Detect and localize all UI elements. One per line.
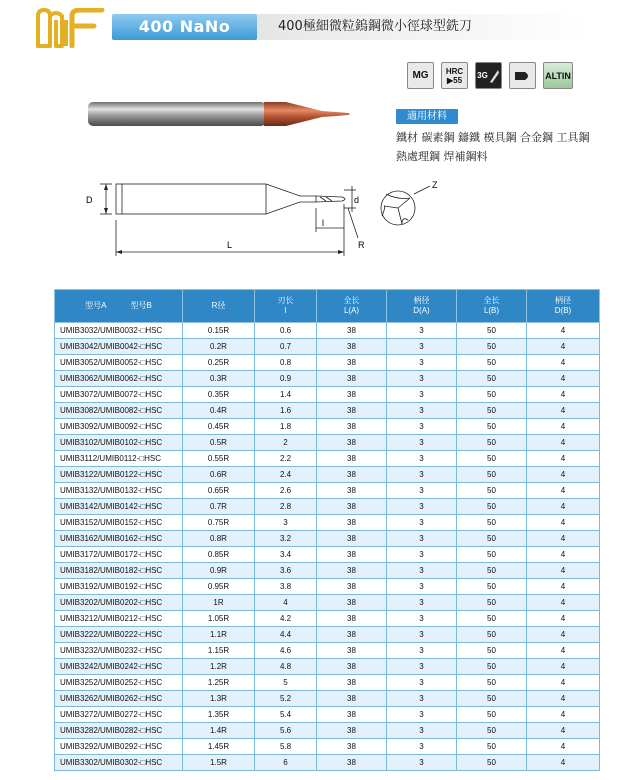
cell-blade-length: 1.4	[255, 387, 317, 403]
cell-length-b: 50	[457, 675, 527, 691]
table-row	[55, 387, 600, 403]
cell-r: 0.95R	[183, 579, 255, 595]
cell-r: 0.75R	[183, 515, 255, 531]
cell-model: UMIB3282/UMIB0282-□HSC	[55, 723, 183, 739]
cell-length-a: 38	[317, 563, 387, 579]
cell-model: UMIB3172/UMIB0172-□HSC	[55, 547, 183, 563]
cell-r: 1.3R	[183, 691, 255, 707]
cell-length-a: 38	[317, 659, 387, 675]
cell-model: UMIB3082/UMIB0082-□HSC	[55, 403, 183, 419]
cell-model: UMIB3102/UMIB0102-□HSC	[55, 435, 183, 451]
cell-length-a: 38	[317, 371, 387, 387]
table-row	[55, 563, 600, 579]
cell-model: UMIB3142/UMIB0142-□HSC	[55, 499, 183, 515]
cell-length-a: 38	[317, 435, 387, 451]
cell-shank-b: 4	[527, 387, 600, 403]
cell-model: UMIB3052/UMIB0052-□HSC	[55, 355, 183, 371]
cell-length-a: 38	[317, 675, 387, 691]
materials-tag: 適用材料	[396, 109, 458, 124]
cell-shank-b: 4	[527, 435, 600, 451]
cell-length-b: 50	[457, 595, 527, 611]
cell-model: UMIB3152/UMIB0152-□HSC	[55, 515, 183, 531]
table-row	[55, 483, 600, 499]
cell-r: 0.85R	[183, 547, 255, 563]
header-model-b: 型号B	[130, 301, 152, 310]
spec-table	[54, 289, 600, 771]
hrc-badge	[441, 62, 468, 89]
cell-shank-b: 4	[527, 579, 600, 595]
table-row	[55, 515, 600, 531]
header-len-b: 全长 L(B)	[457, 290, 527, 323]
cell-r: 0.3R	[183, 371, 255, 387]
cell-model: UMIB3232/UMIB0232-□HSC	[55, 643, 183, 659]
cell-length-b: 50	[457, 755, 527, 771]
brand-logo	[36, 8, 106, 48]
cell-blade-length: 3.6	[255, 563, 317, 579]
flute-icon	[488, 68, 500, 84]
cell-shank-a: 3	[387, 627, 457, 643]
cell-model: UMIB3212/UMIB0212-□HSC	[55, 611, 183, 627]
cell-model: UMIB3202/UMIB0202-□HSC	[55, 595, 183, 611]
cell-shank-a: 3	[387, 707, 457, 723]
cell-shank-a: 3	[387, 563, 457, 579]
technical-drawing	[80, 168, 440, 268]
cell-blade-length: 5.2	[255, 691, 317, 707]
cell-r: 1.35R	[183, 707, 255, 723]
cell-blade-length: 1.8	[255, 419, 317, 435]
cell-length-b: 50	[457, 563, 527, 579]
cell-shank-a: 3	[387, 611, 457, 627]
cell-length-b: 50	[457, 483, 527, 499]
cell-shank-a: 3	[387, 755, 457, 771]
series-name: 400 NaNo	[112, 14, 257, 40]
cell-shank-b: 4	[527, 547, 600, 563]
header-len-a: 全长 L(A)	[317, 290, 387, 323]
cell-blade-length: 6	[255, 755, 317, 771]
cell-length-a: 38	[317, 467, 387, 483]
cell-blade-length: 5.4	[255, 707, 317, 723]
header-model-a: 型号A	[85, 301, 107, 310]
table-row	[55, 691, 600, 707]
materials-line-1: 鐵材 碳素鋼 鑄鐵 模具鋼 合金鋼 工具鋼	[396, 131, 590, 144]
cell-length-b: 50	[457, 659, 527, 675]
cell-r: 0.9R	[183, 563, 255, 579]
cell-length-b: 50	[457, 515, 527, 531]
cell-blade-length: 0.9	[255, 371, 317, 387]
materials-line-2: 熱處理鋼 焊補鋼料	[396, 150, 488, 163]
cell-blade-length: 2.8	[255, 499, 317, 515]
cell-model: UMIB3112/UMIB0112-□HSC	[55, 451, 183, 467]
dim-Z: Z	[432, 180, 438, 190]
cell-r: 0.5R	[183, 435, 255, 451]
cell-shank-a: 3	[387, 739, 457, 755]
cell-shank-a: 3	[387, 659, 457, 675]
cell-shank-b: 4	[527, 323, 600, 339]
dim-D: D	[86, 195, 93, 205]
cell-length-a: 38	[317, 483, 387, 499]
cell-r: 1.15R	[183, 643, 255, 659]
table-row	[55, 675, 600, 691]
cell-r: 0.4R	[183, 403, 255, 419]
cell-blade-length: 2.4	[255, 467, 317, 483]
cell-length-b: 50	[457, 611, 527, 627]
table-row	[55, 547, 600, 563]
cell-shank-a: 3	[387, 419, 457, 435]
cell-length-b: 50	[457, 579, 527, 595]
cell-model: UMIB3302/UMIB0302-□HSC	[55, 755, 183, 771]
cell-shank-b: 4	[527, 627, 600, 643]
flutes-badge	[475, 62, 502, 89]
cell-length-b: 50	[457, 323, 527, 339]
cell-shank-b: 4	[527, 419, 600, 435]
header-blade: 刃长 l	[255, 290, 317, 323]
ball-end-icon	[509, 62, 536, 89]
cell-blade-length: 0.6	[255, 323, 317, 339]
altin-badge: ALTIN	[543, 62, 573, 89]
cell-blade-length: 2.2	[255, 451, 317, 467]
table-row	[55, 531, 600, 547]
cell-length-a: 38	[317, 707, 387, 723]
cell-length-a: 38	[317, 339, 387, 355]
cell-length-a: 38	[317, 531, 387, 547]
cell-shank-a: 3	[387, 675, 457, 691]
cell-length-b: 50	[457, 627, 527, 643]
cell-model: UMIB3042/UMIB0042-□HSC	[55, 339, 183, 355]
cell-length-b: 50	[457, 435, 527, 451]
cell-shank-b: 4	[527, 643, 600, 659]
cell-blade-length: 4.4	[255, 627, 317, 643]
cell-r: 0.8R	[183, 531, 255, 547]
cell-length-b: 50	[457, 531, 527, 547]
table-row	[55, 755, 600, 771]
cell-shank-b: 4	[527, 371, 600, 387]
tool-photo	[86, 96, 356, 136]
dim-L: L	[227, 240, 233, 250]
cell-length-b: 50	[457, 339, 527, 355]
cell-length-a: 38	[317, 691, 387, 707]
table-row	[55, 739, 600, 755]
cell-shank-b: 4	[527, 499, 600, 515]
cell-blade-length: 0.8	[255, 355, 317, 371]
cell-length-b: 50	[457, 723, 527, 739]
table-row	[55, 499, 600, 515]
mg-badge: MG	[407, 62, 434, 89]
header-model	[55, 290, 183, 323]
cell-shank-b: 4	[527, 595, 600, 611]
cell-length-a: 38	[317, 643, 387, 659]
cell-model: UMIB3162/UMIB0162-□HSC	[55, 531, 183, 547]
cell-length-b: 50	[457, 499, 527, 515]
header-shank-b: 柄径 D(B)	[527, 290, 600, 323]
cell-blade-length: 2.6	[255, 483, 317, 499]
cell-length-b: 50	[457, 547, 527, 563]
cell-shank-a: 3	[387, 691, 457, 707]
cell-shank-a: 3	[387, 435, 457, 451]
table-row	[55, 419, 600, 435]
cell-blade-length: 5.8	[255, 739, 317, 755]
table-row	[55, 595, 600, 611]
cell-model: UMIB3272/UMIB0272-□HSC	[55, 707, 183, 723]
cell-r: 0.35R	[183, 387, 255, 403]
cell-shank-a: 3	[387, 323, 457, 339]
cell-length-a: 38	[317, 547, 387, 563]
cell-length-a: 38	[317, 451, 387, 467]
cell-shank-b: 4	[527, 339, 600, 355]
cell-r: 1.05R	[183, 611, 255, 627]
cell-shank-a: 3	[387, 547, 457, 563]
cell-r: 1.2R	[183, 659, 255, 675]
dim-R: R	[358, 240, 365, 250]
cell-shank-a: 3	[387, 515, 457, 531]
cell-shank-b: 4	[527, 659, 600, 675]
cell-r: 0.45R	[183, 419, 255, 435]
cell-length-a: 38	[317, 627, 387, 643]
materials-list	[396, 128, 616, 166]
cell-model: UMIB3182/UMIB0182-□HSC	[55, 563, 183, 579]
cell-r: 0.65R	[183, 483, 255, 499]
hrc-value: ▶55	[446, 75, 463, 85]
cell-length-a: 38	[317, 355, 387, 371]
cell-r: 0.25R	[183, 355, 255, 371]
cell-r: 0.7R	[183, 499, 255, 515]
cell-blade-length: 3.8	[255, 579, 317, 595]
dim-l: l	[322, 218, 324, 228]
cell-length-a: 38	[317, 739, 387, 755]
cell-shank-b: 4	[527, 707, 600, 723]
cell-r: 0.2R	[183, 339, 255, 355]
cell-model: UMIB3192/UMIB0192-□HSC	[55, 579, 183, 595]
table-header-row	[55, 290, 600, 323]
cell-model: UMIB3072/UMIB0072-□HSC	[55, 387, 183, 403]
cell-blade-length: 2	[255, 435, 317, 451]
table-row	[55, 611, 600, 627]
cell-shank-b: 4	[527, 451, 600, 467]
cell-blade-length: 4.8	[255, 659, 317, 675]
cell-shank-a: 3	[387, 499, 457, 515]
cell-shank-b: 4	[527, 483, 600, 499]
cell-r: 0.15R	[183, 323, 255, 339]
cell-model: UMIB3132/UMIB0132-□HSC	[55, 483, 183, 499]
cell-blade-length: 3.4	[255, 547, 317, 563]
cell-shank-a: 3	[387, 595, 457, 611]
cell-shank-b: 4	[527, 691, 600, 707]
cell-r: 1.25R	[183, 675, 255, 691]
cell-length-b: 50	[457, 691, 527, 707]
table-row	[55, 435, 600, 451]
product-title: 400極細微粒鎢鋼微小徑球型銑刀	[278, 19, 472, 34]
cell-model: UMIB3092/UMIB0092-□HSC	[55, 419, 183, 435]
cell-shank-b: 4	[527, 611, 600, 627]
cell-r: 0.55R	[183, 451, 255, 467]
dim-d: d	[354, 195, 360, 205]
cell-shank-a: 3	[387, 339, 457, 355]
cell-length-b: 50	[457, 643, 527, 659]
cell-length-a: 38	[317, 403, 387, 419]
cell-length-a: 38	[317, 579, 387, 595]
header-shank-a: 柄径 D(A)	[387, 290, 457, 323]
table-row	[55, 451, 600, 467]
cell-length-a: 38	[317, 515, 387, 531]
table-body	[55, 323, 600, 771]
cell-r: 1.5R	[183, 755, 255, 771]
cell-length-b: 50	[457, 355, 527, 371]
table-row	[55, 339, 600, 355]
cell-r: 1.1R	[183, 627, 255, 643]
cell-shank-a: 3	[387, 723, 457, 739]
feature-badges	[407, 62, 573, 88]
cell-blade-length: 0.7	[255, 339, 317, 355]
cell-shank-b: 4	[527, 739, 600, 755]
table-row	[55, 355, 600, 371]
cell-length-a: 38	[317, 387, 387, 403]
table-row	[55, 371, 600, 387]
cell-model: UMIB3032/UMIB0032-□HSC	[55, 323, 183, 339]
table-row	[55, 723, 600, 739]
cell-r: 0.6R	[183, 467, 255, 483]
cell-shank-b: 4	[527, 403, 600, 419]
cell-blade-length: 4.6	[255, 643, 317, 659]
header-r: R径	[183, 290, 255, 323]
table-row	[55, 579, 600, 595]
cell-shank-b: 4	[527, 563, 600, 579]
cell-blade-length: 4	[255, 595, 317, 611]
cell-model: UMIB3252/UMIB0252-□HSC	[55, 675, 183, 691]
cell-shank-a: 3	[387, 355, 457, 371]
table-row	[55, 643, 600, 659]
cell-shank-a: 3	[387, 467, 457, 483]
cell-length-a: 38	[317, 755, 387, 771]
cell-r: 1.4R	[183, 723, 255, 739]
cell-length-b: 50	[457, 451, 527, 467]
cell-shank-b: 4	[527, 467, 600, 483]
cell-length-a: 38	[317, 323, 387, 339]
cell-length-a: 38	[317, 611, 387, 627]
cell-length-a: 38	[317, 723, 387, 739]
cell-shank-b: 4	[527, 755, 600, 771]
cell-model: UMIB3122/UMIB0122-□HSC	[55, 467, 183, 483]
cell-length-b: 50	[457, 387, 527, 403]
cell-shank-a: 3	[387, 371, 457, 387]
cell-shank-b: 4	[527, 355, 600, 371]
cell-shank-a: 3	[387, 387, 457, 403]
cell-blade-length: 3.2	[255, 531, 317, 547]
cell-blade-length: 1.6	[255, 403, 317, 419]
cell-shank-b: 4	[527, 515, 600, 531]
cell-shank-a: 3	[387, 451, 457, 467]
cell-shank-a: 3	[387, 643, 457, 659]
cell-shank-a: 3	[387, 579, 457, 595]
cell-model: UMIB3222/UMIB0222-□HSC	[55, 627, 183, 643]
table-row	[55, 467, 600, 483]
table-row	[55, 707, 600, 723]
flutes-label: 3G	[477, 71, 488, 80]
cell-shank-a: 3	[387, 483, 457, 499]
cell-length-a: 38	[317, 419, 387, 435]
cell-shank-a: 3	[387, 531, 457, 547]
cell-blade-length: 3	[255, 515, 317, 531]
cell-model: UMIB3062/UMIB0062-□HSC	[55, 371, 183, 387]
cell-model: UMIB3292/UMIB0292-□HSC	[55, 739, 183, 755]
cell-length-b: 50	[457, 739, 527, 755]
title-bar	[112, 14, 590, 40]
cell-r: 1.45R	[183, 739, 255, 755]
cell-blade-length: 4.2	[255, 611, 317, 627]
cell-length-b: 50	[457, 371, 527, 387]
cell-shank-b: 4	[527, 531, 600, 547]
cell-shank-a: 3	[387, 403, 457, 419]
table-row	[55, 403, 600, 419]
cell-length-b: 50	[457, 403, 527, 419]
cell-blade-length: 5	[255, 675, 317, 691]
cell-model: UMIB3262/UMIB0262-□HSC	[55, 691, 183, 707]
cell-shank-b: 4	[527, 675, 600, 691]
cell-length-b: 50	[457, 419, 527, 435]
cell-model: UMIB3242/UMIB0242-□HSC	[55, 659, 183, 675]
cell-length-b: 50	[457, 467, 527, 483]
table-row	[55, 627, 600, 643]
cell-r: 1R	[183, 595, 255, 611]
hrc-label: HRC	[445, 66, 464, 76]
cell-length-b: 50	[457, 707, 527, 723]
table-row	[55, 323, 600, 339]
cell-length-a: 38	[317, 595, 387, 611]
cell-blade-length: 5.6	[255, 723, 317, 739]
cell-shank-b: 4	[527, 723, 600, 739]
cell-length-a: 38	[317, 499, 387, 515]
table-row	[55, 659, 600, 675]
